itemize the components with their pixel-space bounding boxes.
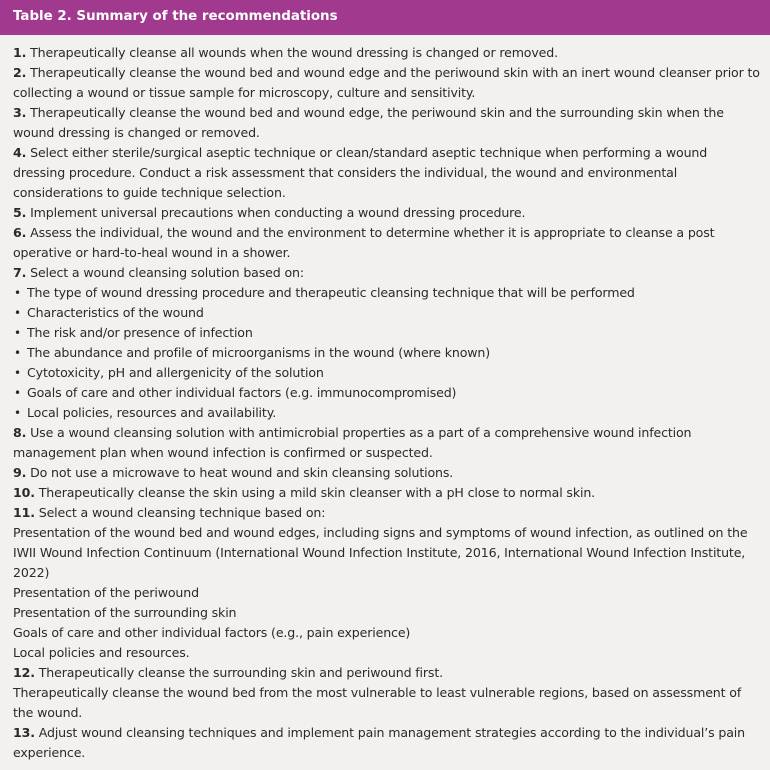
- recommendation-number: 11.: [13, 505, 35, 520]
- recommendation-line: [13, 83, 770, 103]
- recommendation-number: 2.: [13, 65, 27, 80]
- bullet-icon: •: [14, 346, 21, 360]
- bullet-text: Characteristics of the wound: [27, 305, 204, 320]
- recommendation-number: 4.: [13, 145, 27, 160]
- recommendation-line: [13, 603, 770, 623]
- recommendation-line: [13, 243, 770, 263]
- recommendation-list-part-2: [13, 423, 770, 763]
- recommendation-line: [13, 483, 770, 503]
- recommendation-number: 1.: [13, 45, 27, 60]
- recommendation-text: Presentation of the wound bed and wound edges, including signs and symptoms of wound infection, as outlined on the: [13, 525, 748, 540]
- recommendation-line: [13, 723, 770, 743]
- recommendation-text: experience.: [13, 745, 86, 760]
- recommendation-text: considerations to guide technique selection.: [13, 185, 286, 200]
- bullet-text: Cytotoxicity, pH and allergenicity of the solution: [27, 365, 324, 380]
- recommendation-text: the wound.: [13, 705, 83, 720]
- recommendation-line: [13, 163, 770, 183]
- recommendation-line: [13, 63, 770, 83]
- recommendation-text: Select either sterile/surgical aseptic technique or clean/standard aseptic technique when performing a wound: [26, 145, 708, 160]
- recommendation-number: 8.: [13, 425, 27, 440]
- recommendation-line: [13, 743, 770, 763]
- bullet-item: [13, 383, 770, 403]
- bullet-text: The type of wound dressing procedure and therapeutic cleansing technique that will be performed: [27, 285, 635, 300]
- recommendation-number: 5.: [13, 205, 27, 220]
- recommendation-line: [13, 683, 770, 703]
- recommendation-line: [13, 183, 770, 203]
- recommendation-line: [13, 543, 770, 563]
- bullet-icon: •: [14, 286, 21, 300]
- recommendation-text: Implement universal precautions when conducting a wound dressing procedure.: [26, 205, 526, 220]
- bullet-icon: •: [14, 306, 21, 320]
- recommendation-number: 7.: [13, 265, 27, 280]
- bullet-text: Goals of care and other individual factors (e.g. immunocompromised): [27, 385, 457, 400]
- recommendation-text: Therapeutically cleanse all wounds when the wound dressing is changed or removed.: [26, 45, 558, 60]
- recommendation-text: Presentation of the periwound: [13, 585, 199, 600]
- recommendation-line: [13, 263, 770, 283]
- recommendation-line: [13, 103, 770, 123]
- bullet-icon: •: [14, 326, 21, 340]
- recommendation-number: 13.: [13, 725, 35, 740]
- recommendation-line: [13, 423, 770, 443]
- bullet-text: The risk and/or presence of infection: [27, 325, 253, 340]
- recommendation-text: Select a wound cleansing technique based on:: [34, 505, 326, 520]
- recommendation-line: [13, 523, 770, 543]
- bullet-item: [13, 303, 770, 323]
- recommendation-text: operative or hard-to-heal wound in a shower.: [13, 245, 291, 260]
- recommendation-number: 3.: [13, 105, 27, 120]
- bullet-item: [13, 343, 770, 363]
- recommendation-text: Select a wound cleansing solution based on:: [26, 265, 304, 280]
- recommendation-text: wound dressing is changed or removed.: [13, 125, 260, 140]
- recommendation-line: [13, 143, 770, 163]
- bullet-item: [13, 363, 770, 383]
- recommendation-text: Use a wound cleansing solution with antimicrobial properties as a part of a comprehensive wound infection: [26, 425, 692, 440]
- recommendation-line: [13, 503, 770, 523]
- recommendation-text: dressing procedure. Conduct a risk assessment that considers the individual, the wound and environmental: [13, 165, 678, 180]
- recommendation-text: Therapeutically cleanse the surrounding skin and periwound first.: [34, 665, 443, 680]
- recommendation-number: 12.: [13, 665, 35, 680]
- recommendation-text: Therapeutically cleanse the skin using a mild skin cleanser with a pH close to normal skin.: [34, 485, 596, 500]
- recommendation-text: Presentation of the surrounding skin: [13, 605, 237, 620]
- recommendation-text: 2022): [13, 565, 50, 580]
- table-body: [0, 35, 770, 763]
- recommendation-text: Therapeutically cleanse the wound bed and wound edge and the periwound skin with an inert wound cleanser prior to: [26, 65, 760, 80]
- bullet-icon: •: [14, 366, 21, 380]
- recommendation-text: Therapeutically cleanse the wound bed from the most vulnerable to least vulnerable regions, based on assessment of: [13, 685, 742, 700]
- recommendation-line: [13, 463, 770, 483]
- bullet-text: The abundance and profile of microorganisms in the wound (where known): [27, 345, 491, 360]
- recommendation-text: Adjust wound cleansing techniques and implement pain management strategies according to the individual’s pain: [34, 725, 745, 740]
- recommendation-line: [13, 583, 770, 603]
- recommendation-line: [13, 663, 770, 683]
- recommendation-line: [13, 563, 770, 583]
- table-title: Table 2. Summary of the recommendations: [0, 0, 770, 35]
- recommendation-text: Assess the individual, the wound and the environment to determine whether it is appropriate to cleanse a post: [26, 225, 715, 240]
- bullet-text: Local policies, resources and availability.: [27, 405, 277, 420]
- recommendation-line: [13, 223, 770, 243]
- bullet-icon: •: [14, 386, 21, 400]
- bullet-item: [13, 403, 770, 423]
- recommendation-line: [13, 123, 770, 143]
- recommendation-number: 9.: [13, 465, 27, 480]
- recommendation-list-part-1: [13, 43, 770, 283]
- recommendation-number: 6.: [13, 225, 27, 240]
- bullet-list: [13, 283, 770, 423]
- bullet-item: [13, 283, 770, 303]
- recommendation-number: 10.: [13, 485, 35, 500]
- recommendation-text: Goals of care and other individual factors (e.g., pain experience): [13, 625, 411, 640]
- recommendation-line: [13, 623, 770, 643]
- bullet-icon: •: [14, 406, 21, 420]
- recommendation-line: [13, 43, 770, 63]
- recommendation-line: [13, 643, 770, 663]
- recommendation-line: [13, 703, 770, 723]
- recommendation-text: IWII Wound Infection Continuum (International Wound Infection Institute, 2016, International Wound Infection Institute,: [13, 545, 746, 560]
- recommendation-text: Local policies and resources.: [13, 645, 190, 660]
- recommendation-text: Do not use a microwave to heat wound and skin cleansing solutions.: [26, 465, 454, 480]
- recommendation-text: Therapeutically cleanse the wound bed and wound edge, the periwound skin and the surrounding skin when the: [26, 105, 724, 120]
- recommendation-line: [13, 203, 770, 223]
- recommendation-text: management plan when wound infection is confirmed or suspected.: [13, 445, 433, 460]
- bullet-item: [13, 323, 770, 343]
- recommendation-line: [13, 443, 770, 463]
- recommendation-text: collecting a wound or tissue sample for microscopy, culture and sensitivity.: [13, 85, 476, 100]
